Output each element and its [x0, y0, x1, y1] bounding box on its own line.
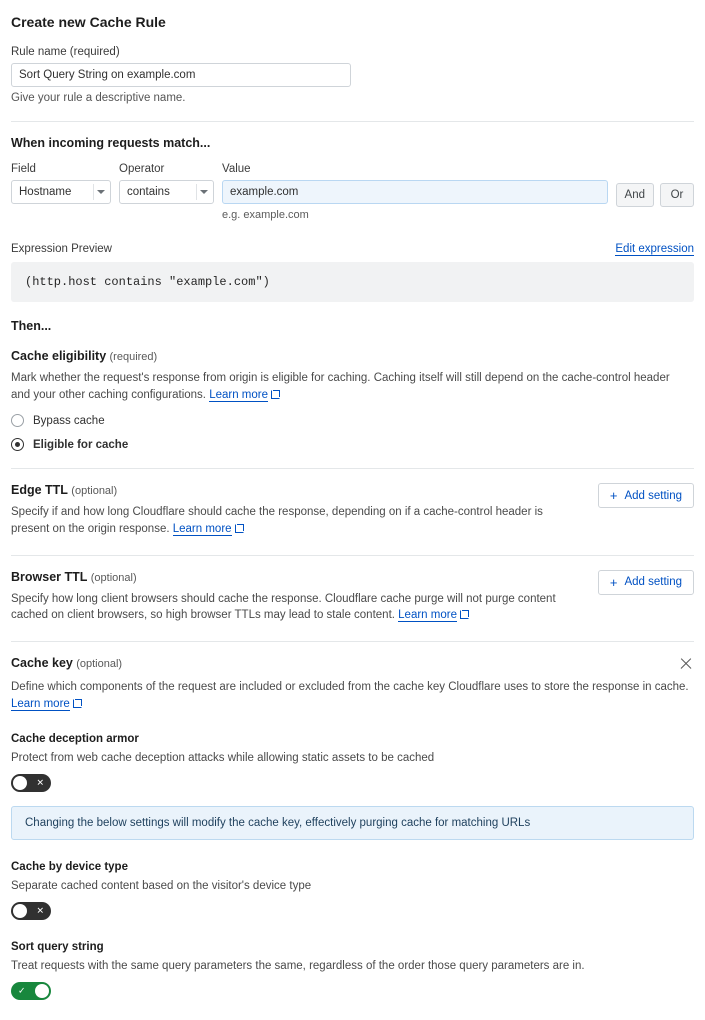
browser-ttl-description-text: Specify how long client browsers should cache the response. Cloudflare cache purge will not purge content cached on client browsers, so high browser TTLs may lead to stale content. — [11, 592, 556, 622]
divider-3 — [11, 555, 694, 556]
sort-query-string-title: Sort query string — [11, 941, 104, 954]
radio-bypass-cache-icon[interactable] — [11, 414, 24, 427]
field-label: Field — [11, 163, 36, 175]
sort-query-string-toggle[interactable] — [11, 982, 51, 1000]
radio-eligible-for-cache-label: Eligible for cache — [33, 438, 129, 451]
operator-label: Operator — [119, 163, 165, 175]
page-title: Create new Cache Rule — [11, 14, 166, 30]
radio-eligible-for-cache-icon[interactable] — [11, 438, 24, 451]
cache-key-title: Cache key — [11, 656, 73, 671]
cache-key-header — [11, 656, 694, 672]
edit-expression-link[interactable]: Edit expression — [615, 243, 694, 255]
then-title: Then... — [11, 319, 52, 333]
cache-by-device-type-toggle[interactable] — [11, 902, 51, 920]
field-column — [11, 163, 111, 204]
chevron-down-icon — [200, 190, 208, 194]
edge-ttl-title: Edge TTL — [11, 483, 68, 498]
sort-query-string-description: Treat requests with the same query parameters the same, regardless of the order those query parameters are in. — [11, 960, 585, 973]
cache-key-heading — [11, 656, 122, 670]
browser-ttl-title: Browser TTL — [11, 569, 88, 584]
cache-eligibility-description-text: Mark whether the request's response from origin is eligible for caching. Caching itself will still depend on the cache-control header and your other caching configurations. — [11, 372, 670, 401]
toggle-mark: ✕ — [36, 905, 44, 916]
edge-ttl-add-setting-button[interactable] — [598, 483, 694, 508]
operator-column — [119, 163, 214, 204]
operator-select-value: contains — [127, 186, 170, 198]
value-hint: e.g. example.com — [222, 209, 309, 221]
cache-eligibility-description — [11, 370, 691, 403]
browser-ttl-text — [11, 570, 571, 624]
toggle-knob — [35, 984, 49, 998]
value-input[interactable] — [222, 180, 608, 204]
toggle-mark: ✕ — [36, 777, 44, 788]
cache-by-device-type-description: Separate cached content based on the visitor's device type — [11, 880, 312, 893]
cache-eligibility-required: (required) — [109, 351, 158, 363]
cache-by-device-type-title: Cache by device type — [11, 861, 128, 874]
cache-deception-armor-description: Protect from web cache deception attacks while allowing static assets to be cached — [11, 752, 435, 765]
radio-eligible-for-cache[interactable] — [11, 438, 694, 451]
browser-ttl-add-setting-label: Add setting — [624, 576, 682, 589]
cache-deception-armor-toggle[interactable] — [11, 774, 51, 792]
edge-ttl-optional: (optional) — [71, 485, 118, 498]
chevron-down-icon — [97, 190, 105, 194]
field-select[interactable] — [11, 180, 111, 204]
browser-ttl-header — [11, 570, 571, 584]
plus-icon: + — [609, 488, 618, 504]
and-button[interactable]: And — [616, 183, 654, 207]
divider-1 — [11, 121, 694, 122]
external-link-icon — [460, 610, 469, 619]
rule-name-help: Give your rule a descriptive name. — [11, 92, 186, 104]
expression-preview-header — [11, 243, 694, 256]
cache-deception-armor-title: Cache deception armor — [11, 733, 139, 746]
edge-ttl-text — [11, 483, 571, 537]
toggle-knob — [13, 904, 27, 918]
cache-eligibility-learn-more-link[interactable]: Learn more — [209, 388, 268, 401]
close-icon[interactable] — [678, 656, 694, 672]
operator-select-separator — [196, 184, 197, 200]
rule-name-input[interactable] — [11, 63, 351, 87]
external-link-icon — [235, 524, 244, 533]
browser-ttl-learn-more-link[interactable]: Learn more — [398, 609, 457, 622]
expression-preview-box: (http.host contains "example.com") — [11, 262, 694, 302]
value-label: Value — [222, 163, 251, 175]
edge-ttl-header — [11, 483, 571, 497]
browser-ttl-add-setting-button[interactable] — [598, 570, 694, 595]
cache-eligibility-header — [11, 349, 694, 363]
edge-ttl-section — [11, 483, 694, 537]
edge-ttl-description-text: Specify if and how long Cloudflare should cache the response, depending on if a cache-control header is present on the origin response. — [11, 506, 543, 536]
match-section-title: When incoming requests match... — [11, 136, 211, 150]
field-select-separator — [93, 184, 94, 200]
or-button[interactable]: Or — [660, 183, 694, 207]
divider-2 — [11, 468, 694, 469]
radio-bypass-cache-label: Bypass cache — [33, 414, 105, 427]
radio-bypass-cache[interactable] — [11, 414, 694, 427]
cache-key-learn-more-link[interactable]: Learn more — [11, 697, 70, 710]
cache-key-optional: (optional) — [76, 658, 123, 671]
rule-name-label: Rule name (required) — [11, 46, 120, 58]
cache-key-description-text: Define which components of the request are included or excluded from the cache key Cloudflare uses to store the response in cache. — [11, 681, 689, 694]
cache-key-description — [11, 679, 691, 712]
rule-name-group — [11, 46, 694, 104]
edge-ttl-description — [11, 504, 571, 537]
edge-ttl-add-setting-label: Add setting — [624, 489, 682, 502]
match-row — [11, 163, 694, 221]
operator-select[interactable] — [119, 180, 214, 204]
toggle-mark: ✓ — [18, 985, 26, 996]
external-link-icon — [271, 390, 280, 399]
browser-ttl-description — [11, 591, 571, 624]
value-column — [222, 163, 608, 221]
logic-buttons — [616, 163, 694, 207]
field-select-value: Hostname — [19, 186, 72, 198]
browser-ttl-optional: (optional) — [90, 571, 137, 584]
divider-4 — [11, 641, 694, 642]
cache-key-notice: Changing the below settings will modify the cache key, effectively purging cache for matching URLs — [11, 806, 694, 840]
cache-key-section — [11, 656, 694, 1000]
expression-preview-label: Expression Preview — [11, 243, 112, 255]
toggle-knob — [13, 776, 27, 790]
cache-eligibility-section — [11, 349, 694, 451]
browser-ttl-section — [11, 570, 694, 624]
cache-eligibility-title: Cache eligibility — [11, 349, 107, 363]
edge-ttl-learn-more-link[interactable]: Learn more — [172, 523, 232, 536]
plus-icon: + — [609, 574, 618, 590]
external-link-icon — [73, 699, 82, 708]
